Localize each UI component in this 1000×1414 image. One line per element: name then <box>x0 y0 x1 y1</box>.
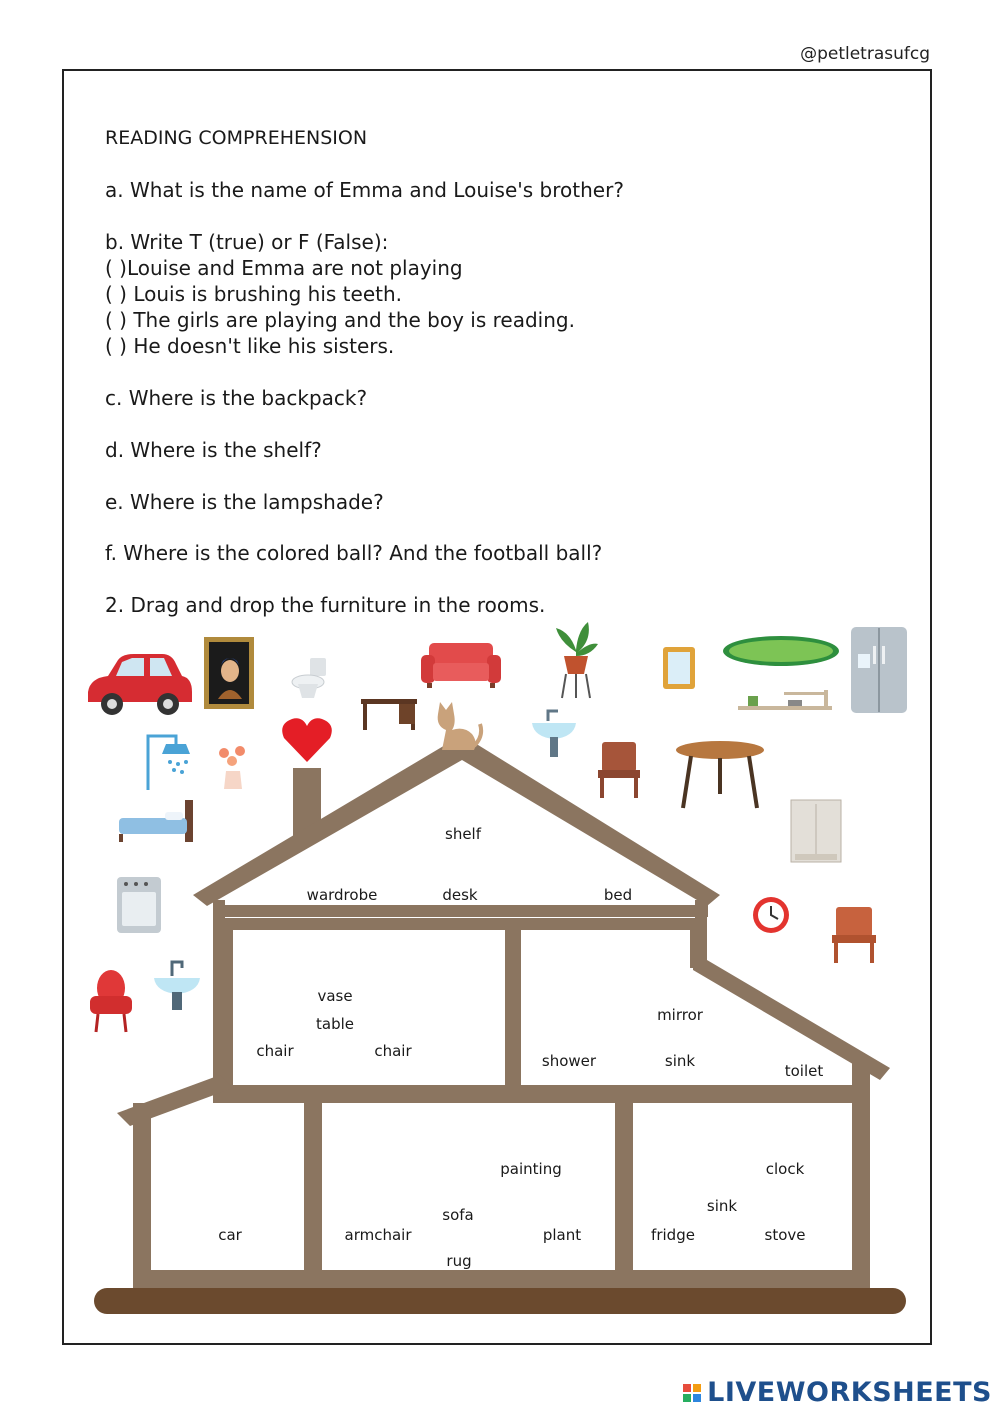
ground-wall-right <box>852 1103 870 1288</box>
question-e: e. Where is the lampshade? <box>105 490 384 514</box>
heart-icon[interactable] <box>280 716 334 764</box>
label-toilet[interactable]: toilet <box>784 1062 824 1080</box>
statement-b2: ( ) Louis is brushing his teeth. <box>105 282 403 306</box>
label-bed[interactable]: bed <box>603 886 633 904</box>
table-icon[interactable] <box>675 740 765 810</box>
bathroom-sink-icon[interactable] <box>530 705 578 759</box>
mirror-icon[interactable] <box>662 646 696 690</box>
wardrobe-icon[interactable] <box>790 798 842 866</box>
statement-b3: ( ) The girls are playing and the boy is reading. <box>105 308 575 332</box>
label-car[interactable]: car <box>218 1226 242 1244</box>
chair-icon-brown[interactable] <box>596 740 644 800</box>
ground-bar <box>94 1288 906 1314</box>
car-icon[interactable] <box>82 650 194 718</box>
statement-b1: ( )Louise and Emma are not playing <box>105 256 463 280</box>
label-shelf[interactable]: shelf <box>445 825 481 843</box>
liveworksheets-logo <box>683 1377 992 1408</box>
cat-icon[interactable] <box>432 700 486 752</box>
ground-divider-2 <box>615 1103 633 1288</box>
toilet-icon[interactable] <box>290 656 332 700</box>
ground-wall-left <box>133 1103 151 1288</box>
section-heading: READING COMPREHENSION <box>105 127 368 149</box>
label-sink-kitchen[interactable]: sink <box>706 1197 738 1215</box>
ground-divider-1 <box>304 1103 322 1288</box>
armchair-icon[interactable] <box>88 966 134 1034</box>
label-fridge[interactable]: fridge <box>651 1226 695 1244</box>
ground-floor-base <box>133 1270 870 1288</box>
author-credit: @petletrasufcg <box>800 44 930 64</box>
label-wardrobe[interactable]: wardrobe <box>306 886 378 904</box>
label-vase[interactable]: vase <box>317 987 353 1005</box>
question-b-title: b. Write T (true) or F (False): <box>105 230 389 254</box>
shower-icon[interactable] <box>140 730 198 790</box>
label-armchair[interactable]: armchair <box>344 1226 412 1244</box>
label-plant[interactable]: plant <box>542 1226 582 1244</box>
painting-icon[interactable] <box>204 637 254 709</box>
label-rug[interactable]: rug <box>446 1252 472 1270</box>
second-floor-wall-right <box>690 918 706 968</box>
sofa-icon[interactable] <box>421 641 501 689</box>
plant-icon[interactable] <box>554 622 598 700</box>
question-f: f. Where is the colored ball? And the football ball? <box>105 541 603 565</box>
statement-b4: ( ) He doesn't like his sisters. <box>105 334 395 358</box>
attic-floor <box>213 905 708 917</box>
label-chair-2[interactable]: chair <box>374 1042 412 1060</box>
label-chair-1[interactable]: chair <box>256 1042 294 1060</box>
shelf-icon[interactable] <box>738 688 832 712</box>
second-floor-ceiling <box>213 918 693 930</box>
question-c: c. Where is the backpack? <box>105 386 368 410</box>
second-floor-divider <box>505 918 521 1098</box>
logo-text: LIVEWORKSHEETS <box>707 1377 992 1408</box>
label-clock[interactable]: clock <box>765 1160 805 1178</box>
label-table[interactable]: table <box>316 1015 354 1033</box>
second-floor-wall-left <box>213 918 233 1098</box>
label-shower[interactable]: shower <box>541 1052 597 1070</box>
label-stove[interactable]: stove <box>764 1226 806 1244</box>
vase-icon[interactable] <box>214 745 252 793</box>
label-sofa[interactable]: sofa <box>442 1206 474 1224</box>
desk-icon[interactable] <box>361 699 417 731</box>
label-painting[interactable]: painting <box>500 1160 562 1178</box>
fridge-icon[interactable] <box>850 626 908 716</box>
task-2-instruction: 2. Drag and drop the furniture in the rooms. <box>105 593 546 617</box>
rug-icon[interactable] <box>722 635 840 667</box>
question-d: d. Where is the shelf? <box>105 438 322 462</box>
kitchen-sink-icon[interactable] <box>152 958 202 1012</box>
question-a: a. What is the name of Emma and Louise's brother? <box>105 178 624 202</box>
label-sink-bathroom[interactable]: sink <box>664 1052 696 1070</box>
bed-icon[interactable] <box>115 796 199 844</box>
logo-mark <box>683 1384 701 1402</box>
chair-icon-orange[interactable] <box>830 905 880 965</box>
first-floor-ceiling <box>213 1085 870 1103</box>
clock-icon[interactable] <box>751 895 791 935</box>
label-desk[interactable]: desk <box>442 886 478 904</box>
label-mirror[interactable]: mirror <box>657 1006 703 1024</box>
stove-icon[interactable] <box>116 876 162 934</box>
